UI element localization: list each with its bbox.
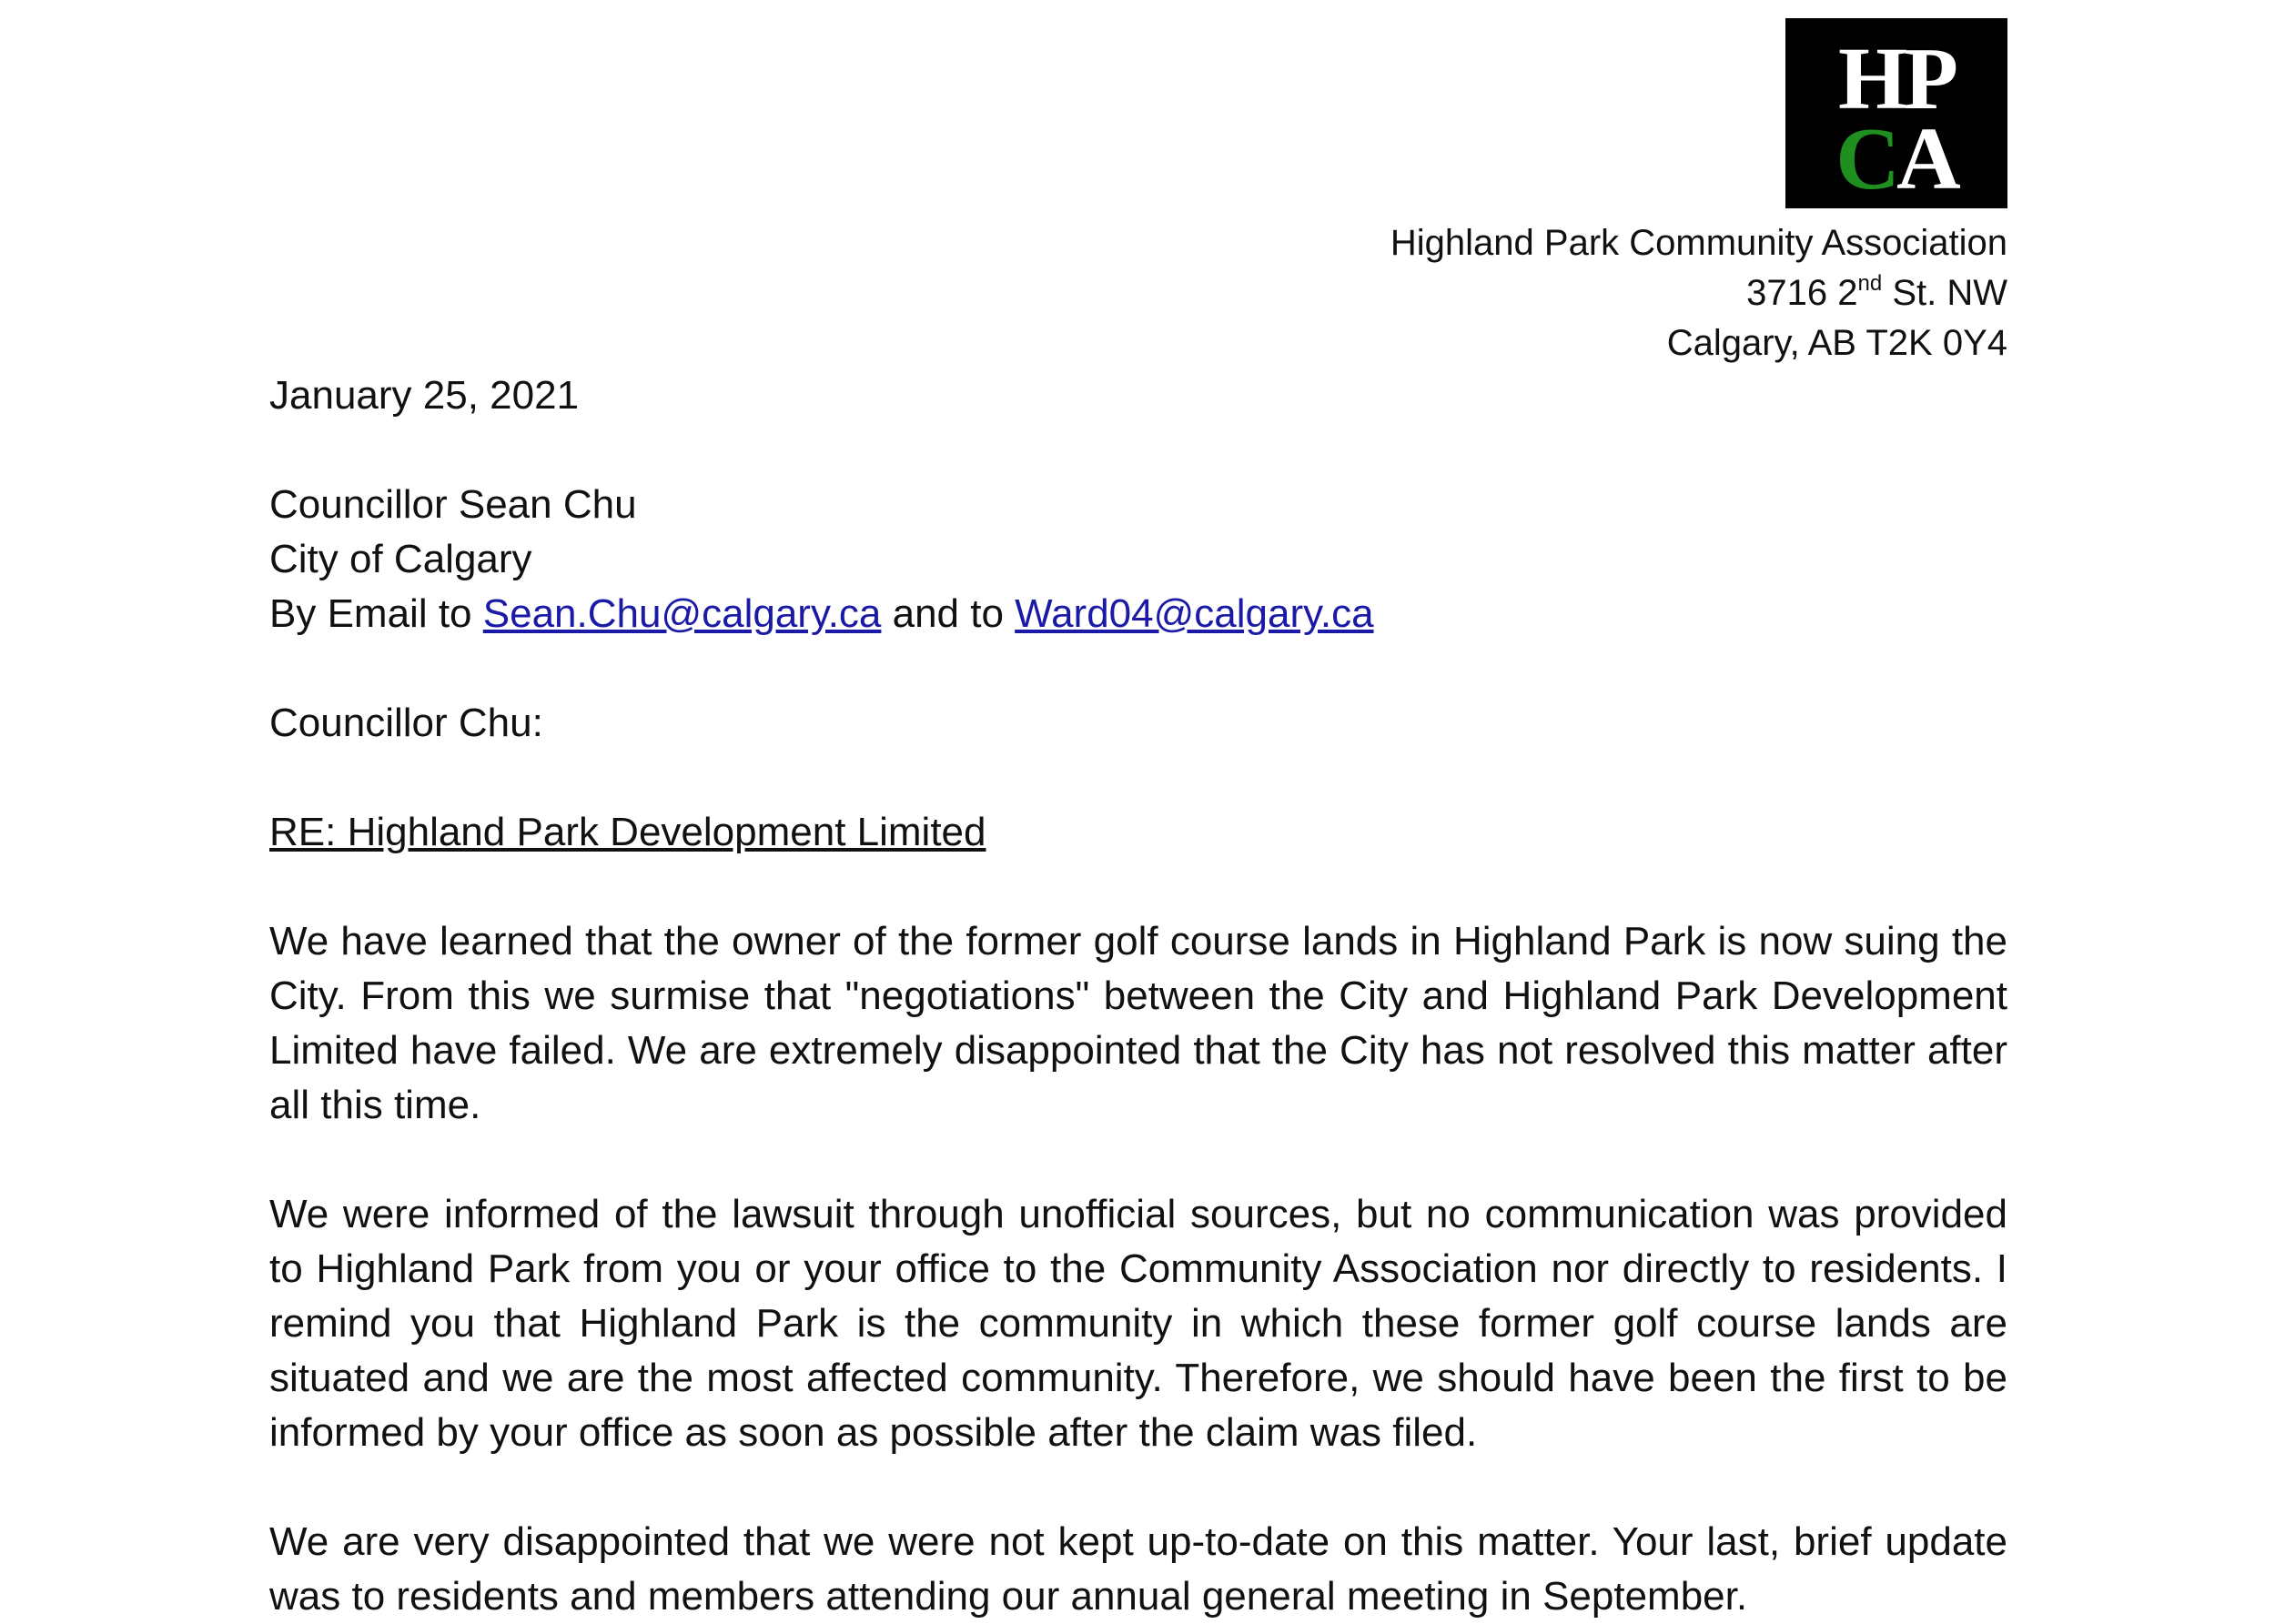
logo-bottom-row	[1785, 110, 2007, 208]
sender-name: Highland Park Community Association	[1390, 223, 2007, 263]
email-link-ward04[interactable]: Ward04@calgary.ca	[1015, 591, 1374, 636]
street-number: 3716 2	[1746, 273, 1858, 313]
sender-city: Calgary, AB T2K 0Y4	[1666, 323, 2007, 363]
paragraph: We were informed of the lawsuit through unofficial sources, but no communication was provided to Highland Park from you or your office to the Community Association nor directly to residents. I remind you that Highland Park is the community in which these former golf course lands are situated and we are the most affected community. Therefore, we should have been the first to be informed by your office as soon as possible after the claim was filed.	[269, 1192, 2007, 1455]
letter-date: January 25, 2021	[269, 373, 580, 418]
hpca-logo	[1785, 18, 2007, 208]
recipient-org: City of Calgary	[269, 537, 532, 581]
by-email-prefix: By Email to	[269, 591, 483, 636]
sender-street	[1390, 268, 2007, 318]
email-link-sean-chu[interactable]: Sean.Chu@calgary.ca	[482, 591, 882, 636]
letter-body	[269, 368, 2007, 1624]
sender-address	[1390, 218, 2007, 368]
recipient-name: Councillor Sean Chu	[269, 482, 637, 527]
street-suffix: nd	[1857, 271, 1883, 296]
and-to-text: and to	[881, 591, 1016, 636]
paragraph: We have learned that the owner of the former golf course lands in Highland Park is now suing the City. From this we surmise that "negotiations" between the City and Highland Park Development Limited have failed. We are extremely disappointed that the City has not resolved this matter after all this time.	[269, 919, 2007, 1127]
street-rest: St. NW	[1882, 273, 2007, 313]
subject-line: RE: Highland Park Development Limited	[269, 810, 986, 854]
logo-letter: H	[1837, 30, 1905, 128]
logo-letter-green: C	[1835, 110, 1896, 208]
paragraph: We are very disappointed that we were not kept up-to-date on this matter. Your last, brief update was to residents and members attending our annual general meeting in September.	[269, 1519, 2007, 1619]
logo-letter: A	[1896, 110, 1957, 208]
recipient-emails	[269, 587, 2007, 641]
logo-letter: P	[1904, 30, 1956, 128]
salutation: Councillor Chu:	[269, 701, 543, 745]
